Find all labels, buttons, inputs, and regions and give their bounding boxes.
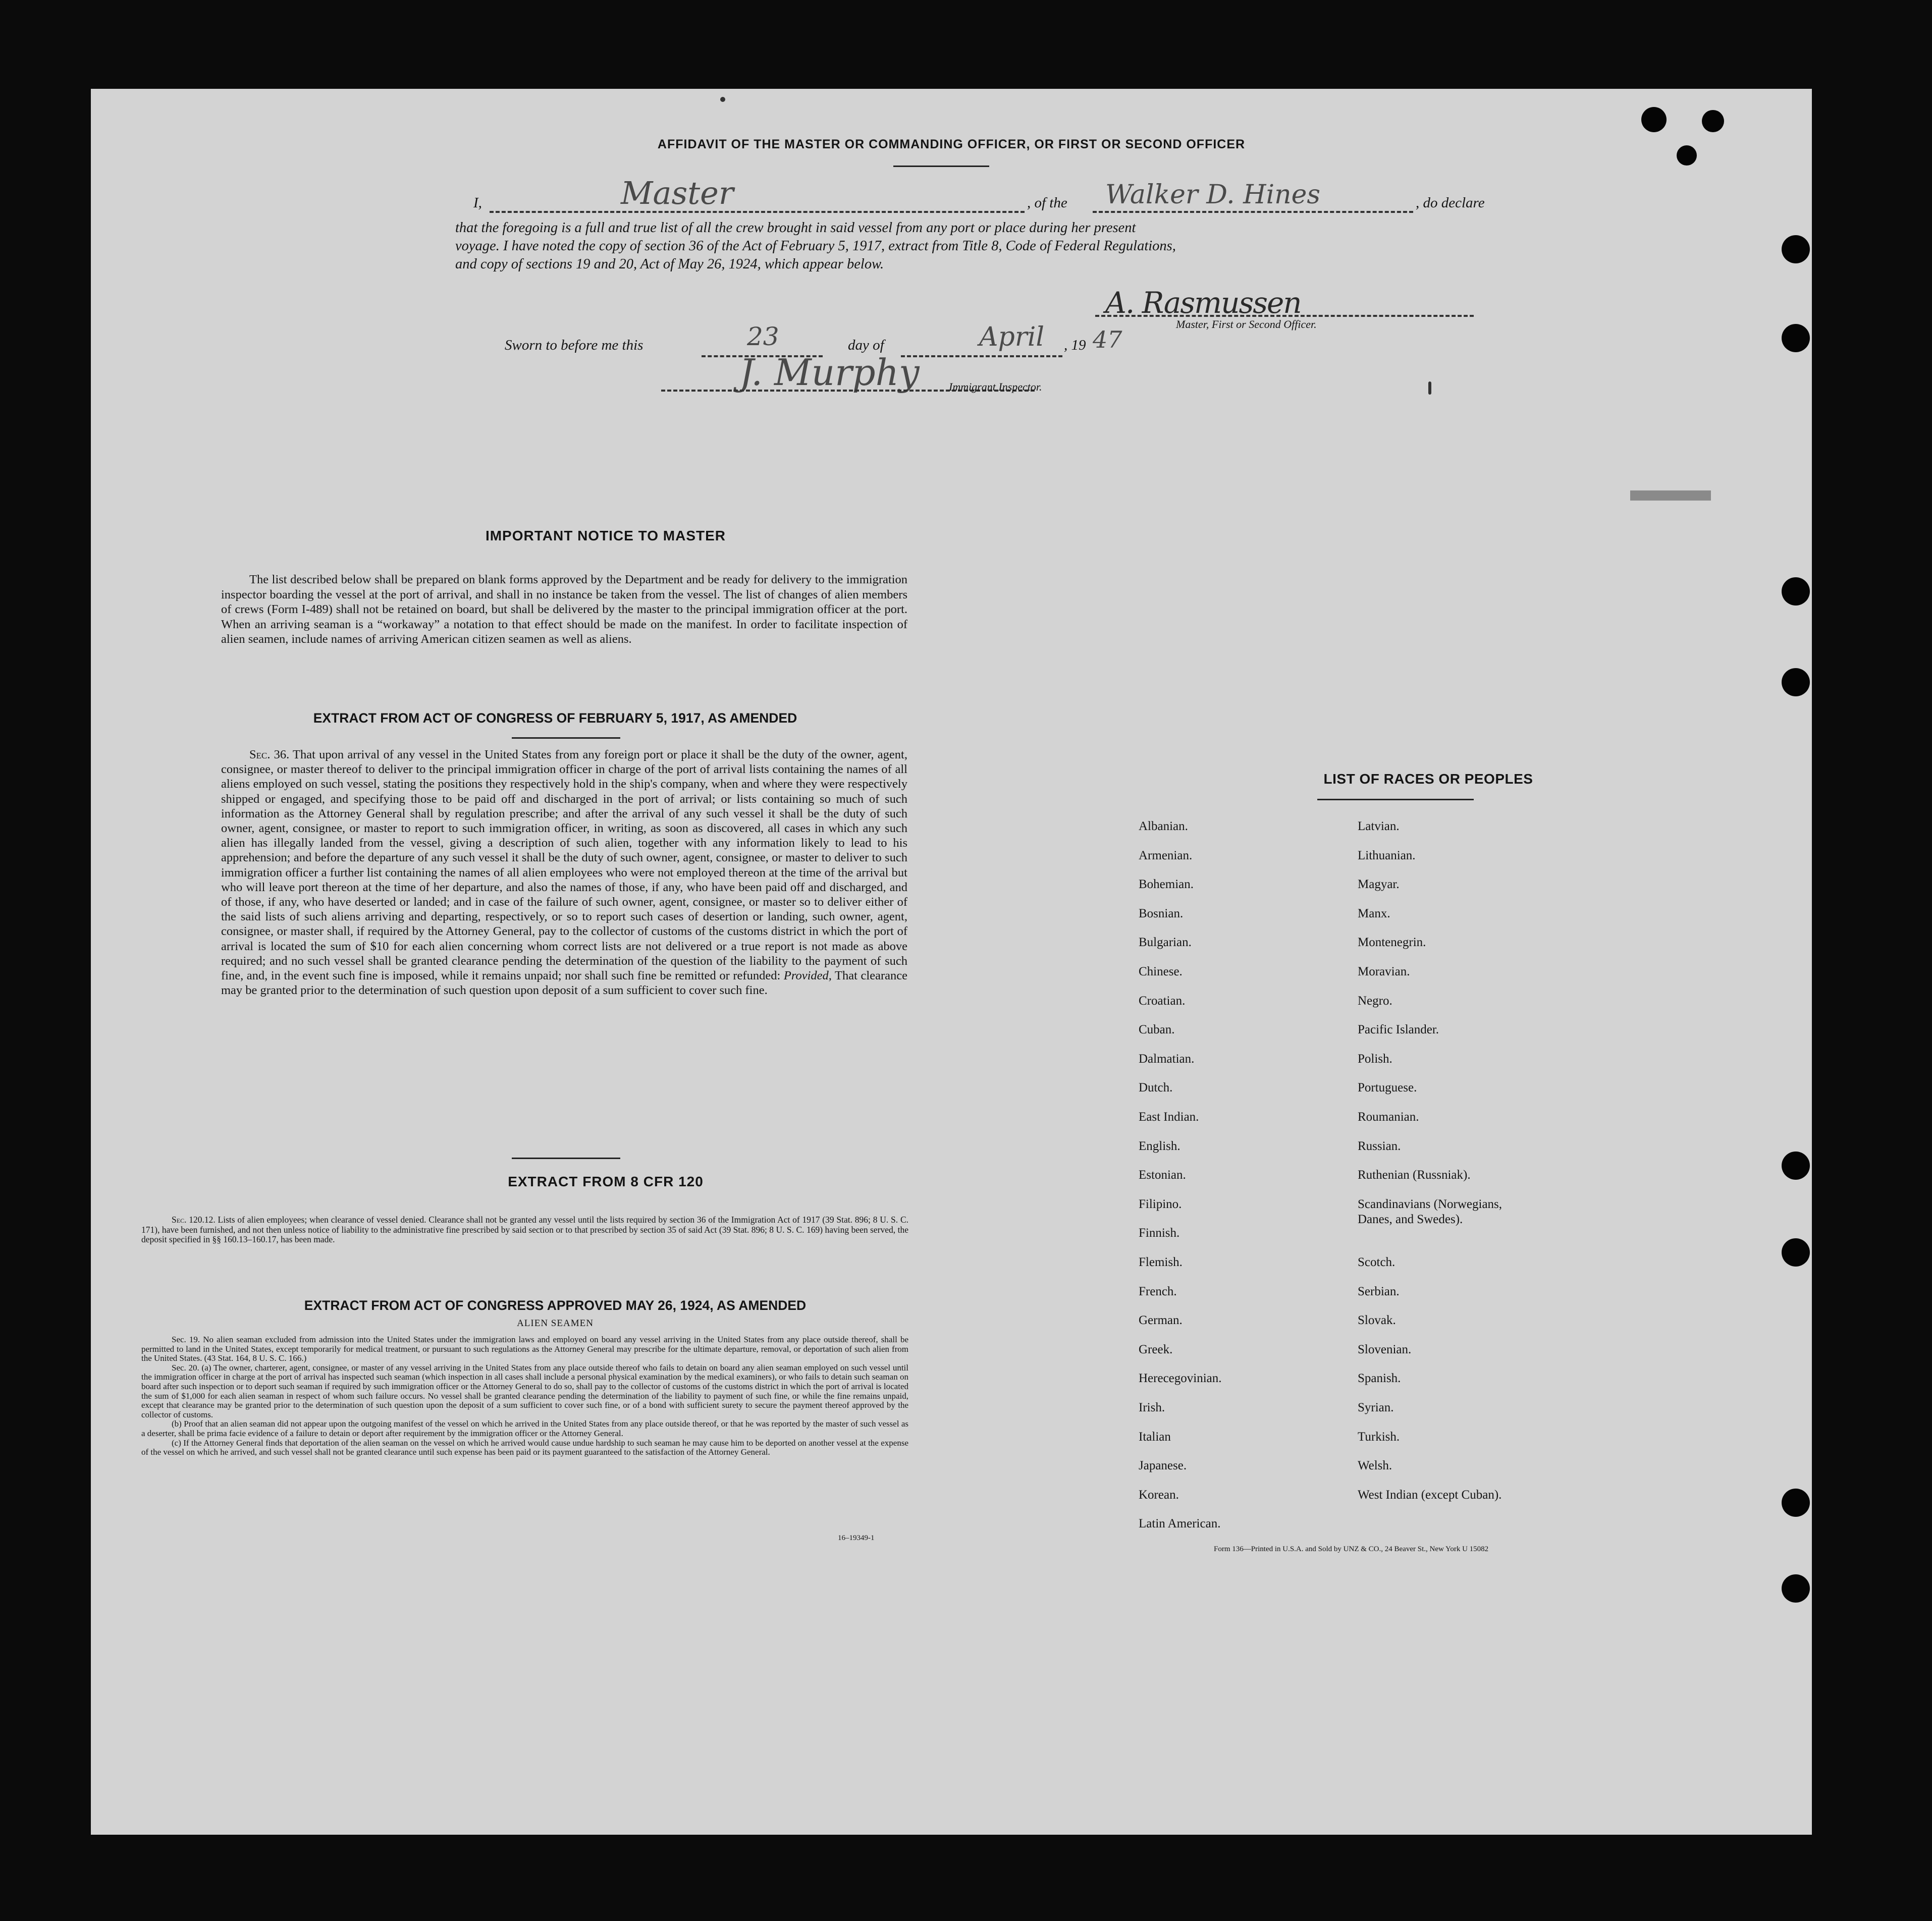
faded-stamp xyxy=(1630,490,1711,501)
year-prefix: , 19 xyxy=(1064,337,1086,353)
race-item: Polish. xyxy=(1358,1052,1392,1066)
cfr-section-label: Sec. 120.12. xyxy=(172,1215,216,1225)
provided-label: Provided, xyxy=(783,969,832,983)
race-item: Lithuanian. xyxy=(1358,848,1416,862)
race-item: Dutch. xyxy=(1139,1081,1173,1095)
race-item: Manx. xyxy=(1358,906,1390,920)
extract-1924-body xyxy=(141,1335,908,1457)
affidavit-i-label: I, xyxy=(473,195,482,211)
punch-hole xyxy=(1677,145,1697,166)
race-item: Scotch. xyxy=(1358,1255,1396,1269)
race-item: Ruthenian (Russniak). xyxy=(1358,1168,1471,1182)
race-item: Syrian. xyxy=(1358,1401,1394,1414)
notice-title: IMPORTANT NOTICE TO MASTER xyxy=(485,528,726,543)
race-item: West Indian (except Cuban). xyxy=(1358,1488,1502,1502)
sworn-day: 23 xyxy=(747,322,779,351)
race-item: Slovenian. xyxy=(1358,1342,1412,1356)
race-item: Montenegrin. xyxy=(1358,936,1426,950)
cfr-title: EXTRACT FROM 8 CFR 120 xyxy=(508,1174,704,1189)
race-item: Herecegovinian. xyxy=(1139,1371,1222,1386)
race-item: Negro. xyxy=(1358,994,1392,1008)
punch-hole xyxy=(1782,1151,1810,1180)
race-item: German. xyxy=(1139,1313,1183,1328)
race-item: Roumanian. xyxy=(1358,1110,1419,1124)
race-item: Scandinavians (Norwegians, xyxy=(1358,1197,1502,1211)
of-the-label: , of the xyxy=(1027,195,1067,211)
punch-hole xyxy=(1782,235,1810,263)
punch-hole xyxy=(1641,107,1667,132)
race-item: Welsh. xyxy=(1358,1459,1392,1473)
race-item: East Indian. xyxy=(1139,1110,1199,1124)
punch-hole xyxy=(1782,668,1810,696)
race-item: Latvian. xyxy=(1358,819,1400,833)
affidavit-line-2: voyage. I have noted the copy of section 36 of the Act of February 5, 1917, extract from Title 8, Code of Federal Regulations, xyxy=(455,238,1176,254)
race-item: Bulgarian. xyxy=(1139,936,1192,950)
race-item: Slovak. xyxy=(1358,1313,1396,1328)
race-item: Armenian. xyxy=(1139,848,1193,862)
sworn-month: April xyxy=(979,322,1044,352)
races-rule xyxy=(1317,799,1474,800)
race-item: Filipino. xyxy=(1139,1197,1182,1211)
race-item: Greek. xyxy=(1139,1342,1173,1356)
affidavit-statement xyxy=(455,219,1525,273)
race-item: Finnish. xyxy=(1139,1226,1180,1240)
race-item: Japanese. xyxy=(1139,1459,1187,1473)
section-36-provided-text: That clearance may be granted prior to the determination of such question upon deposit of a sum sufficient to cover such fine. xyxy=(221,969,908,998)
extract-1917-rule xyxy=(512,737,620,739)
punch-hole xyxy=(1702,110,1724,132)
extract-1924-title: EXTRACT FROM ACT OF CONGRESS APPROVED MAY 26, 1924, AS AMENDED xyxy=(304,1298,807,1313)
race-item: Russian. xyxy=(1358,1139,1401,1153)
race-item: Korean. xyxy=(1139,1488,1179,1502)
inspector-caption: Immigrant Inspector. xyxy=(949,380,1042,393)
sworn-year: 47 xyxy=(1093,326,1122,353)
master-caption: Master, First or Second Officer. xyxy=(1176,318,1317,331)
race-item: Croatian. xyxy=(1139,994,1186,1008)
race-item: Turkish. xyxy=(1358,1430,1400,1444)
sec-20b-text: (b) Proof that an alien seaman did not appear upon the outgoing manifest of the vessel on which he arrived in the United States from any place outside thereof, or that he was reported by the master of such vessel as a deserter, shall be prima facie evidence of a failure to detain or deport after requirement by the immigration officer or the Attorney General. xyxy=(141,1419,908,1438)
form-code: 16–19349-1 xyxy=(838,1534,875,1542)
affidavit-line-3: and copy of sections 19 and 20, Act of May 26, 1924, which appear below. xyxy=(455,256,884,272)
master-signature: A. Rasmussen xyxy=(1105,286,1301,320)
vessel-line xyxy=(1093,211,1413,213)
race-item: Dalmatian. xyxy=(1139,1052,1195,1066)
punch-hole xyxy=(1782,324,1810,352)
extract-1924-subtitle: ALIEN SEAMEN xyxy=(517,1318,594,1329)
form-note: Form 136—Printed in U.S.A. and Sold by UNZ & CO., 24 Beaver St., New York U 15082 xyxy=(1214,1545,1489,1553)
race-item: Cuban. xyxy=(1139,1023,1175,1037)
title-rule xyxy=(893,166,989,167)
race-item: Pacific Islander. xyxy=(1358,1023,1439,1037)
extract-1917-title: EXTRACT FROM ACT OF CONGRESS OF FEBRUARY 5, 1917, AS AMENDED xyxy=(313,710,797,726)
affidavit-title: AFFIDAVIT OF THE MASTER OR COMMANDING OFFICER, OR FIRST OR SECOND OFFICER xyxy=(657,137,1246,151)
race-item: Latin American. xyxy=(1139,1517,1221,1531)
vessel-name-handwritten: Walker D. Hines xyxy=(1105,180,1321,210)
sec-20c-text: (c) If the Attorney General finds that deportation of the alien seaman on the vessel on which he arrived would cause undue hardship to such seaman he may cause him to be deported on another vessel at the expense of the vessel on which he arrived, and such vessel shall not be granted clearance until such expense has been paid or its payment guaranteed to the satisfaction of the Attorney General. xyxy=(141,1438,908,1457)
section-36-label: Sec. 36. xyxy=(249,748,290,761)
race-scandinavians-continued: Danes, and Swedes). xyxy=(1358,1212,1463,1226)
race-item: Irish. xyxy=(1139,1401,1165,1414)
race-item: Flemish. xyxy=(1139,1255,1183,1269)
extract-1917-end-rule xyxy=(512,1158,620,1159)
race-item: Moravian. xyxy=(1358,965,1410,978)
race-item: Serbian. xyxy=(1358,1284,1400,1298)
punch-hole xyxy=(1782,1574,1810,1603)
extract-1917-body xyxy=(221,747,907,998)
signature-line xyxy=(1095,315,1474,317)
race-item: French. xyxy=(1139,1284,1177,1298)
declare-label: , do declare xyxy=(1416,195,1485,211)
master-name-handwritten: Master xyxy=(621,175,734,211)
race-item: Bohemian. xyxy=(1139,877,1194,892)
notice-body: The list described below shall be prepared on blank forms approved by the Department and be ready for delivery to the immigration inspector boarding the vessel at the port of arrival, and shall in no instance be taken from the vessel. The list of changes of alien members of crews (Form I-489) shall not be retained on board, but shall be delivered by the master to the principal immigration officer at the port. When an arriving seaman is a “workaway” a notation to that effect should be made on the manifest. In order to facilitate inspection of alien seamen, include names of arriving American citizen seamen as well as aliens. xyxy=(221,573,907,646)
sec-19-text: Sec. 19. No alien seaman excluded from admission into the United States under the immigration laws and employed on board any vessel arriving in the United States from any place outside thereof, shall be permitted to land in the United States, except temporarily for medical treatment, or pursuant to such regulations as the Attorney General may prescribe for the ultimate departure, removal, or deportation of such alien from the United States. (43 Stat. 164, 8 U. S. C. 166.) xyxy=(141,1335,908,1363)
day-of-label: day of xyxy=(848,337,884,353)
name-line xyxy=(490,211,1025,213)
sworn-label: Sworn to before me this xyxy=(505,337,643,353)
affidavit-line-1: that the foregoing is a full and true list of all the crew brought in said vessel from any port or place during her present xyxy=(455,220,1136,236)
race-item: English. xyxy=(1139,1139,1180,1153)
speck xyxy=(720,97,725,102)
sec-20a-text: Sec. 20. (a) The owner, charterer, agent, consignee, or master of any vessel arriving in the United States from any place outside thereof who fails to detain on board any alien seaman employed on such vessel until the immigration officer in charge at the port of arrival has inspected such seaman (which inspection in all cases shall include a personal physical examination by the medical examiners), or who fails to detain such seaman on board after such inspection or to deport such seaman if required by such immigration officer or the Attorney General to do so, shall pay to the collector of customs of the customs district in which the port of arrival is located the sum of $1,000 for each alien seaman in respect of whom such failure occurs. No vessel shall be granted clearance pending the determination of the liability to payment of such fine, or while the fine remains unpaid, except that clearance may be granted prior to the determination of such question upon the deposit of a sum sufficient to cover such fine, or of a bond with sufficient surety to secure the payment thereof approved by the collector of customs. xyxy=(141,1362,908,1419)
race-item: Bosnian. xyxy=(1139,906,1184,920)
punch-hole xyxy=(1782,1489,1810,1517)
races-title: LIST OF RACES OR PEOPLES xyxy=(1323,771,1533,787)
punch-hole xyxy=(1782,1238,1810,1267)
speck xyxy=(1428,381,1431,395)
document-page xyxy=(91,89,1812,1835)
sworn-month-line xyxy=(901,355,1062,357)
race-item: Italian xyxy=(1139,1430,1171,1444)
race-item: Magyar. xyxy=(1358,877,1400,892)
punch-hole xyxy=(1782,577,1810,606)
race-item: Estonian. xyxy=(1139,1168,1186,1182)
race-item: Chinese. xyxy=(1139,965,1183,978)
section-36-text: That upon arrival of any vessel in the United States from any foreign port or place it shall be the duty of the owner, agent, consignee, or master thereof to deliver to the principal immigration officer in charge of the port of arrival lists containing the names of all aliens employed on such vessel, stating the positions they respectively hold in the ship's company, when and where they were respectively shipped or engaged, and specifying those to be paid off and discharged in the port of arrival; or lists containing so much of such information as the Attorney General shall by regulation prescribe; and after the arrival of any such vessel it shall be the duty of such owner, agent, consignee, or master to report to such immigration officer, in writing, as soon as discovered, all cases in which any such alien has illegally landed from the vessel, giving a description of such alien, together with any information likely to lead to his apprehension; and before the departure of any such vessel it shall be the duty of such owner, agent, consignee, or master to deliver to such immigration officer a further list containing the names of all alien employees who were not employed thereon at the time of the arrival but who will leave port thereon at the time of her departure, and also the names of those, if any, who have been paid off and discharged, and of those, if any, who have deserted or landed; and in case of the failure of such owner, agent, consignee, or master so to deliver either of the said lists of such aliens arriving and departing, respectively, or so to report such cases of desertion or landing, such owner, agent, consignee, or master shall, if required by the Attorney General, pay to the collector of customs of the customs district in which the port of arrival is located the sum of $10 for each alien concerning whom correct lists are not delivered or a true report is not made as above required; and no such vessel shall be granted clearance pending the determination of the question of the liability to the payment of such fine, and, in the event such fine is imposed, while it remains unpaid; nor shall such fine be remitted or refunded: xyxy=(221,748,907,983)
cfr-section-text: Lists of alien employees; when clearance of vessel denied. Clearance shall not be granted any vessel until the lists required by section 36 of the Immigration Act of 1917 (39 Stat. 896; 8 U. S. C. 171), have been furnished, and not then unless notice of liability to the administrative fine prescribed by said section or to that prescribed by section 35 of said Act (39 Stat. 896; 8 U. S. C. 169) having been served, the deposit specified in §§ 160.13–160.17, has been made. xyxy=(141,1215,908,1244)
race-item: Albanian. xyxy=(1139,819,1188,833)
cfr-body xyxy=(141,1215,908,1245)
inspector-signature: J. Murphy xyxy=(739,351,920,394)
race-item: Spanish. xyxy=(1358,1371,1401,1386)
race-item: Portuguese. xyxy=(1358,1081,1417,1095)
